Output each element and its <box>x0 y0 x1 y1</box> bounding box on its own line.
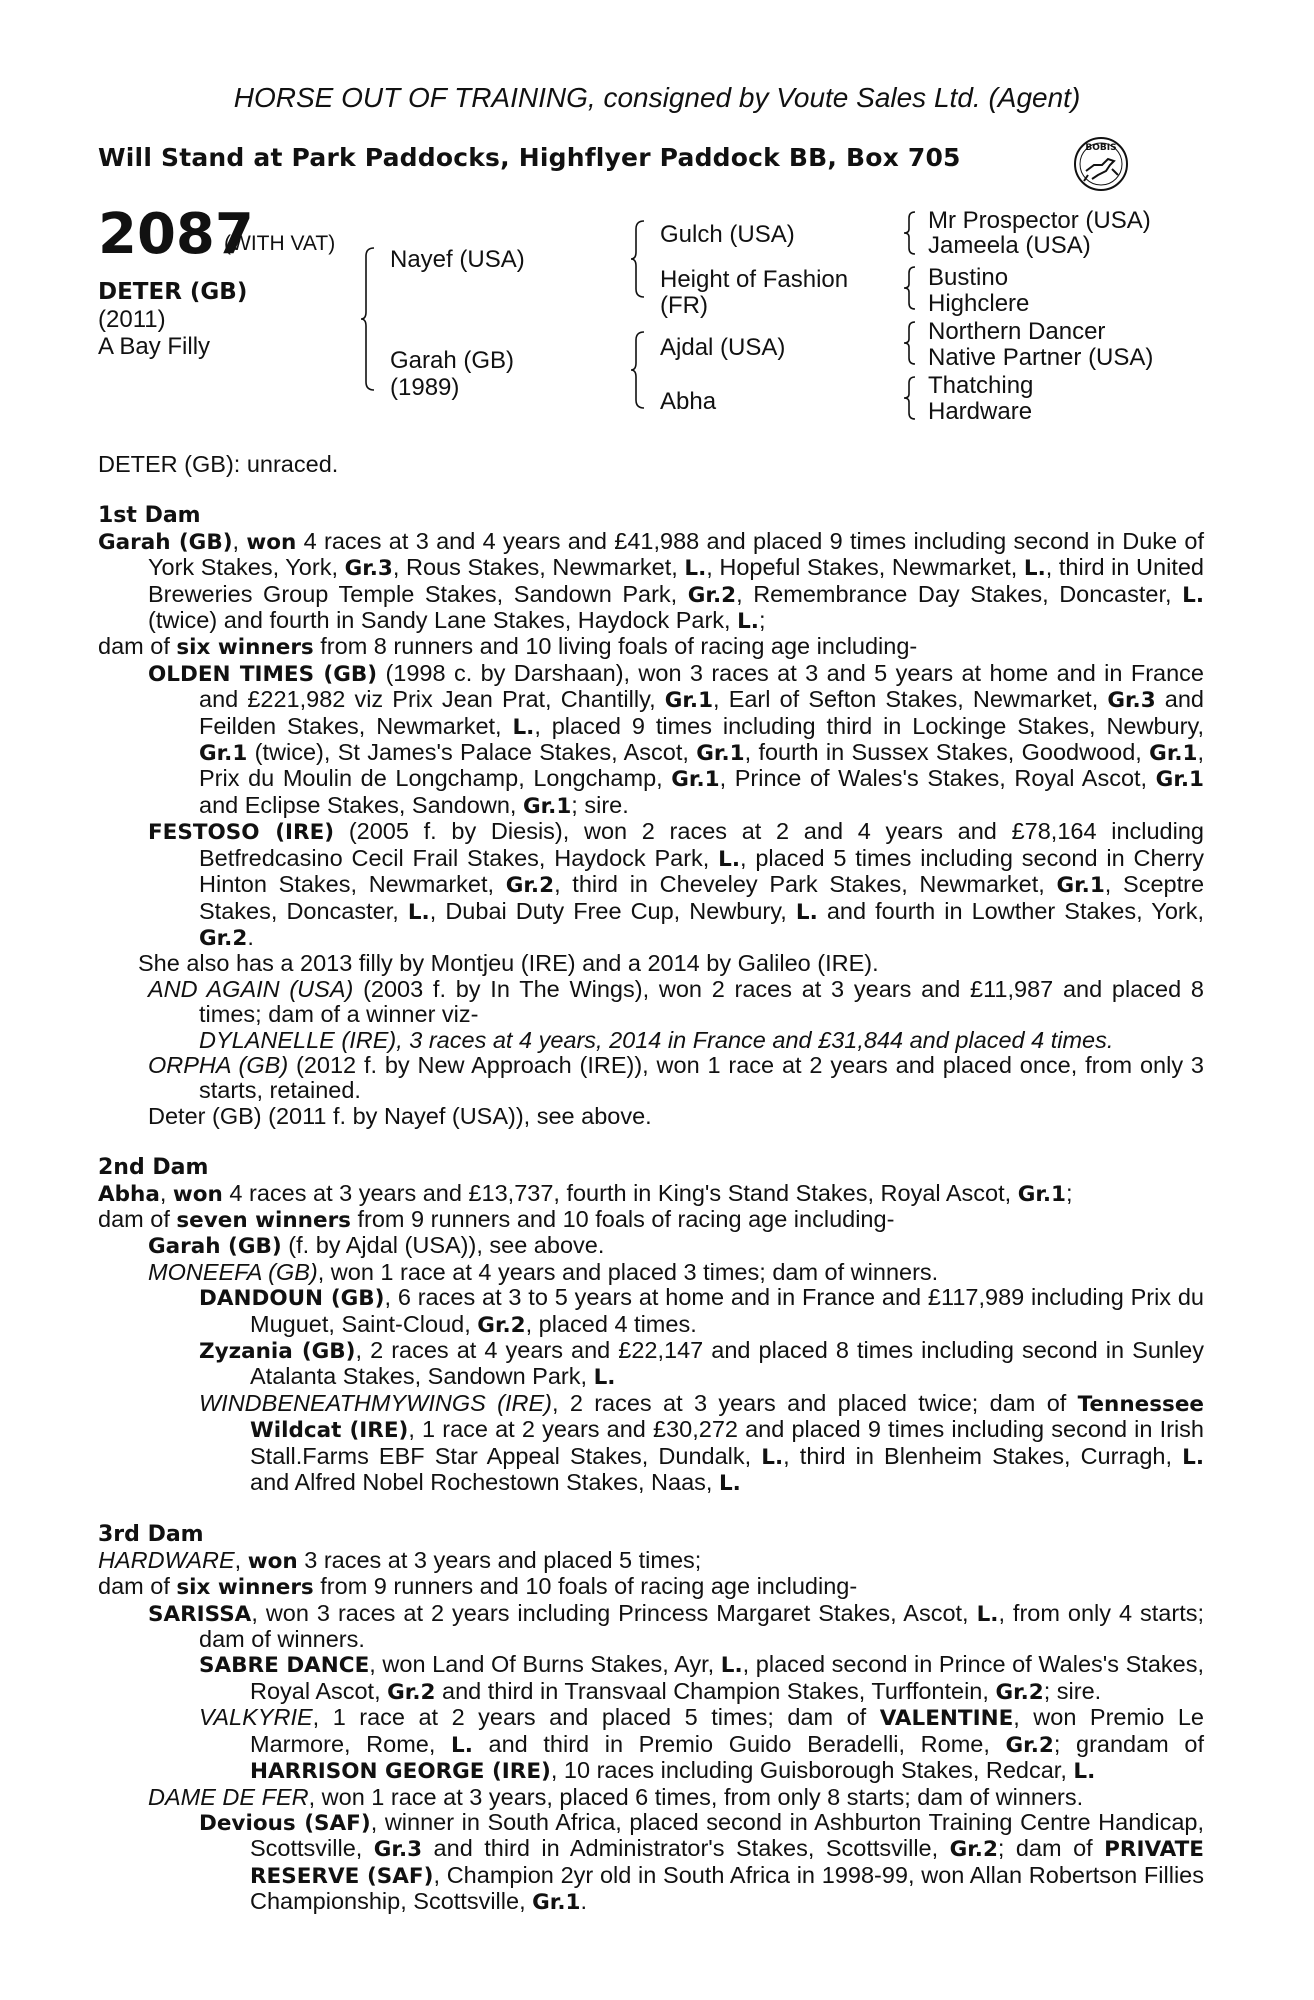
pedigree-brace-gen3-2 <box>903 265 917 311</box>
second-dam-record: Abha, won 4 races at 3 years and £13,737, fourth in King's Stand Stakes, Royal Ascot, Gr.1; <box>98 1179 1073 1207</box>
pedigree-brace-gen3-3 <box>903 320 917 366</box>
bobis-logo-text: BOBIS <box>1085 143 1117 153</box>
second-dam-summary: dam of seven winners from 9 runners and 10 foals of racing age including- <box>98 1205 895 1233</box>
pedigree-gen3-2: Jameela (USA) <box>928 232 1091 259</box>
produce-dandoun: DANDOUN (GB), 6 races at 3 to 5 years at home and in France and £117,989 including Prix du Muguet, Saint-Cloud, Gr.2, placed 4 times. <box>199 1284 1204 1338</box>
pedigree-brace-gen3-1 <box>903 210 917 256</box>
produce-zyzania: Zyzania (GB), 2 races at 4 years and £22,147 and placed 8 times including second in Sunley Atalanta Stakes, Sandown Park, L. <box>199 1337 1204 1391</box>
pedigree-brace-gen2-top <box>630 219 646 299</box>
produce-deter: Deter (GB) (2011 f. by Nayef (USA)), see above. <box>148 1102 652 1129</box>
second-dam-heading: 2nd Dam <box>98 1155 209 1181</box>
produce-moneefa: MONEEFA (GB), won 1 race at 4 years and placed 3 times; dam of winners. <box>148 1258 939 1285</box>
third-dam-record: HARDWARE, won 3 races at 3 years and placed 5 times; <box>98 1546 702 1574</box>
first-dam-record: Garah (GB), won 4 races at 3 and 4 years and £41,988 and placed 9 times including second in Duke of York Stakes, York, Gr.3, Rous Stakes, Newmarket, L., Hopeful Stakes, Newmarket, L., third in United Breweries Group Temple Stakes, Sandown Park, Gr.2, Remembrance Day Stakes, Doncaster, L. (twice) and fourth in Sandy Lane Stakes, Haydock Park, L.; <box>98 527 1204 635</box>
pedigree-gen3-4: Highclere <box>928 290 1030 317</box>
first-dam-summary: dam of six winners from 8 runners and 10 living foals of racing age including- <box>98 633 918 661</box>
produce-orpha: ORPHA (GB) (2012 f. by New Approach (IRE)), won 1 race at 2 years and placed once, from only 3 starts, retained. <box>148 1051 1204 1104</box>
pedigree-dam: Garah (GB) <box>390 347 515 374</box>
pedigree-gen3-5: Northern Dancer <box>928 318 1106 345</box>
lot-vat-note: (WITH VAT) <box>224 232 336 255</box>
pedigree-notes <box>98 452 1204 1916</box>
stand-location: Will Stand at Park Paddocks, Highflyer Paddock BB, Box 705 <box>98 143 961 172</box>
produce-and-again: AND AGAIN (USA) (2003 f. by In The Wings), won 2 races at 3 years and £11,987 and placed 8 times; dam of a winner viz- <box>148 975 1204 1028</box>
pedigree-dam-dam: Abha <box>660 388 717 415</box>
pedigree-sire-dam-country: (FR) <box>660 292 708 319</box>
pedigree-sire-dam: Height of Fashion <box>660 266 849 293</box>
pedigree-dam-year: (1989) <box>390 374 460 401</box>
produce-olden-times: OLDEN TIMES (GB) (1998 c. by Darshaan), won 3 races at 3 and 5 years at home and in France and £221,982 viz Prix Jean Prat, Chantilly, Gr.1, Earl of Sefton Stakes, Newmarket, Gr.3 and Feilden Stakes, Newmarket, L., placed 9 times including third in Lockinge Stakes, Newbury, Gr.1 (twice), St James's Palace Stakes, Ascot, Gr.1, fourth in Sussex Stakes, Goodwood, Gr.1, Prix du Moulin de Longchamp, Longchamp, Gr.1, Prince of Wales's Stakes, Royal Ascot, Gr.1 and Eclipse Stakes, Sandown, Gr.1; sire. <box>148 659 1205 819</box>
produce-valkyrie: VALKYRIE, 1 race at 2 years and placed 5 times; dam of VALENTINE, won Premio Le Marmore, Rome, L. and third in Premio Guido Beradelli, Rome, Gr.2; grandam of HARRISON GEORGE (IRE), 10 races including Guisborough Stakes, Redcar, L. <box>199 1704 1205 1785</box>
pedigree-gen3-7: Thatching <box>928 372 1034 399</box>
pedigree-brace-gen2-bottom <box>630 330 646 410</box>
produce-dame-de-fer: DAME DE FER, won 1 race at 3 years, placed 6 times, from only 8 starts; dam of winners. <box>148 1783 1084 1810</box>
produce-festoso: FESTOSO (IRE) (2005 f. by Diesis), won 2 races at 2 and 4 years and £78,164 including Betfredcasino Cecil Frail Stakes, Haydock Park, L., placed 5 times including second in Cherry Hinton Stakes, Newmarket, Gr.2, third in Cheveley Park Stakes, Newmarket, Gr.1, Sceptre Stakes, Doncaster, L., Dubai Duty Free Cup, Newbury, L. and fourth in Lowther Stakes, York, Gr.2. <box>148 818 1205 951</box>
pedigree-gen3-8: Hardware <box>928 398 1033 425</box>
bobis-logo-icon <box>1072 135 1130 193</box>
produce-garah: Garah (GB) (f. by Ajdal (USA)), see above. <box>148 1232 605 1260</box>
pedigree-gen3-1: Mr Prospector (USA) <box>928 207 1151 234</box>
produce-dylanelle: DYLANELLE (IRE), 3 races at 4 years, 2014 in France and £31,844 and placed 4 times. <box>199 1026 1114 1053</box>
pedigree-gen3-3: Bustino <box>928 264 1009 291</box>
pedigree-brace-gen3-4 <box>903 375 917 421</box>
third-dam-summary: dam of six winners from 9 runners and 10 foals of racing age including- <box>98 1573 858 1601</box>
page-title: HORSE OUT OF TRAINING, consigned by Voute Sales Ltd. (Agent) <box>233 82 1081 113</box>
pedigree-gen3-6: Native Partner (USA) <box>928 344 1154 371</box>
produce-sabre-dance: SABRE DANCE, won Land Of Burns Stakes, Ayr, L., placed second in Prince of Wales's Stakes, Royal Ascot, Gr.2 and third in Transvaal Champion Stakes, Turffontein, Gr.2; sire. <box>199 1651 1204 1705</box>
pedigree-sire: Nayef (USA) <box>390 246 525 273</box>
produce-devious: Devious (SAF), winner in South Africa, placed second in Ashburton Training Centre Handicap, Scottsville, Gr.3 and third in Administrator's Stakes, Scottsville, Gr.2; dam of PRIVATE RESERVE (SAF), Champion 2yr old in South Africa in 1998-99, won Allan Robertson Fillies Championship, Scottsville, Gr.1. <box>199 1808 1205 1916</box>
produce-sarissa: SARISSA, won 3 races at 2 years including Princess Margaret Stakes, Ascot, L., from only 4 starts; dam of winners. <box>148 1599 1205 1653</box>
pedigree-sire-sire: Gulch (USA) <box>660 221 795 248</box>
horse-name: DETER (GB) <box>98 279 248 305</box>
horse-year: (2011) <box>98 306 166 333</box>
horse-description: A Bay Filly <box>98 333 211 360</box>
pedigree-brace-gen1 <box>360 246 376 392</box>
also-note: She also has a 2013 filly by Montjeu (IRE) and a 2014 by Galileo (IRE). <box>138 950 879 977</box>
pedigree-dam-sire: Ajdal (USA) <box>660 334 786 361</box>
unraced-note: DETER (GB): unraced. <box>98 451 339 477</box>
lot-number: 2087 <box>98 202 254 267</box>
produce-windbeneathmywings: WINDBENEATHMYWINGS (IRE), 2 races at 3 years and placed twice; dam of Tennessee Wildcat (IRE), 1 race at 2 years and £30,272 and placed 9 times including second in Irish Stall.Farms EBF Star Appeal Stakes, Dundalk, L., third in Blenheim Stakes, Curragh, L. and Alfred Nobel Rochestown Stakes, Naas, L. <box>199 1389 1205 1497</box>
first-dam-heading: 1st Dam <box>98 503 201 529</box>
third-dam-heading: 3rd Dam <box>98 1522 204 1548</box>
